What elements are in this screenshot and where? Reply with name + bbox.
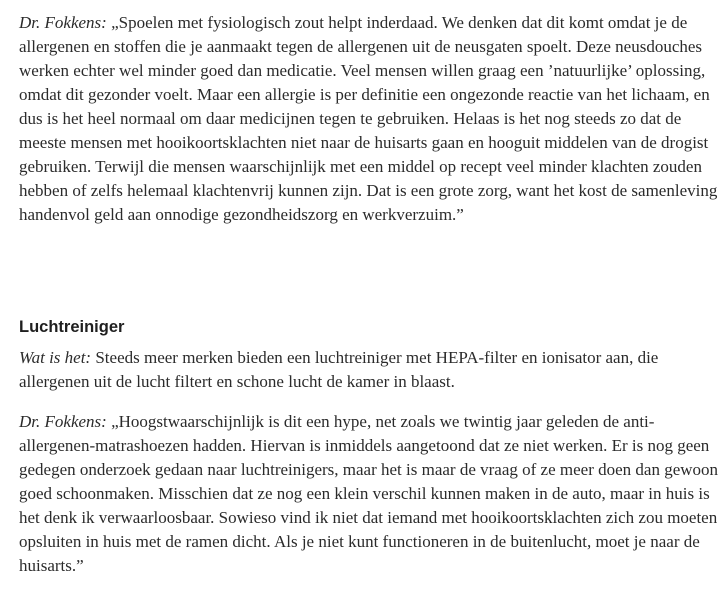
- speaker-label: Dr. Fokkens:: [19, 412, 107, 431]
- quote-text: „Hoogstwaarschijnlijk is dit een hype, net zoals we twintig jaar geleden de anti-allergenen-matrashoezen hadden. Hiervan is inmiddels aangetoond dat ze niet werken. Er is nog geen gedegen onderzoek gedaan naar luchtreinigers, maar het is maar de vraag of ze meer doen dan gewoon goed schoonmaken. Misschien dat ze nog een klein verschil kunnen maken in de auto, maar in huis is het denk ik verwaarloosbaar. Sowieso vind ik niet dat iemand met hooikoortsklachten zich zou moeten opsluiten in huis met de ramen dicht. Als je niet kunt functioneren in de buitenlucht, moet je naar de huisarts.”: [19, 412, 719, 575]
- definition-label: Wat is het:: [19, 348, 92, 367]
- section-heading: Luchtreiniger: [19, 318, 125, 336]
- definition-paragraph: [19, 346, 725, 394]
- quote-paragraph-1: [19, 11, 725, 227]
- definition-text: Steeds meer merken bieden een luchtreiniger met HEPA-filter en ionisator aan, die allergenen uit de lucht filtert en schone lucht de kamer in blaast.: [19, 348, 659, 391]
- quote-text: „Spoelen met fysiologisch zout helpt inderdaad. We denken dat dit komt omdat je de allergenen en stoffen die je aanmaakt tegen de allergenen uit de neusgaten spoelt. Deze neusdouches werken echter wel minder goed dan medicatie. Veel mensen willen graag een ’natuurlijke’ oplossing, omdat dit gezonder voelt. Maar een allergie is per definitie een ongezonde reactie van het lichaam, en dus is het heel normaal om daar medicijnen tegen te gebruiken. Helaas is het nog steeds zo dat de meeste mensen met hooikoortsklachten niet naar de huisarts gaan en hooguit middelen van de drogist gebruiken. Terwijl die mensen waarschijnlijk met een middel op recept veel minder klachten zouden hebben of zelfs helemaal klachtenvrij kunnen zijn. Dat is een grote zorg, want het kost de samenleving handenvol geld aan onnodige gezondheidszorg en werkverzuim.”: [19, 13, 718, 224]
- article-body: [19, 11, 725, 575]
- quote-paragraph-2: [19, 410, 725, 578]
- speaker-label: Dr. Fokkens:: [19, 13, 107, 32]
